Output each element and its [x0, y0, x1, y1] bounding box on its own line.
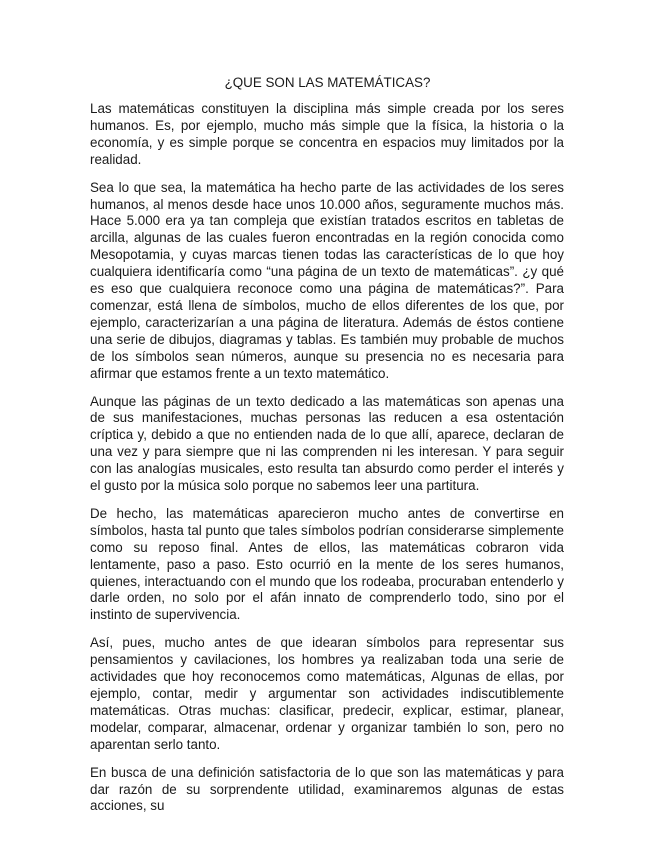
- paragraph-2: Sea lo que sea, la matemática ha hecho parte de las actividades de los seres humanos, al menos desde hace unos 10.000 años, seguramente muchos más. Hace 5.000 era ya tan compleja que existían tratados escritos en tabletas de arcilla, algunas de las cuales fueron encontradas en la región conocida como Mesopotamia, y cuyas marcas tienen todas las características de lo que hoy cualquiera identificaría como “una página de un texto de matemáticas”. ¿y qué es eso que cualquiera reconoce como una página de matemáticas?”. Para comenzar, está llena de símbolos, mucho de ellos diferentes de los que, por ejemplo, caracterizarían a una página de literatura. Además de éstos contiene una serie de dibujos, diagramas y tablas. Es también muy probable de muchos de los símbolos sean números, aunque su presencia no es necesaria para afirmar que estamos frente a un texto matemático.: [90, 179, 564, 381]
- paragraph-6: En busca de una definición satisfactoria de lo que son las matemáticas y para dar razón de su sorprendente utilidad, examinaremos algunas de estas acciones, su: [90, 764, 564, 814]
- body-text: [90, 101, 564, 826]
- paragraph-1: Las matemáticas constituyen la disciplina más simple creada por los seres humanos. Es, por ejemplo, mucho más simple que la física, la historia o la economía, y es simple porque se concentra en espacios muy limitados por la realidad.: [90, 101, 564, 167]
- paragraph-5: Así, pues, mucho antes de que idearan símbolos para representar sus pensamientos y cavilaciones, los hombres ya realizaban toda una serie de actividades que hoy reconocemos como matemáticas, Algunas de ellas, por ejemplo, contar, medir y argumentar son actividades indiscutiblemente matemáticas. Otras muchas: clasificar, predecir, explicar, estimar, planear, modelar, comparar, almacenar, ordenar y organizar también lo son, pero no aparentan serlo tanto.: [90, 635, 564, 752]
- page-title: ¿QUE SON LAS MATEMÁTICAS?: [224, 75, 431, 90]
- paragraph-4: De hecho, las matemáticas aparecieron mucho antes de convertirse en símbolos, hasta tal punto que tales símbolos podrían considerarse simplemente como su reposo final. Antes de ellos, las matemáticas cobraron vida lentamente, paso a paso. Esto ocurrió en la mente de los seres humanos, quienes, interactuando con el mundo que los rodeaba, procuraban entenderlo y darle orden, no solo por el afán innato de comprenderlo todo, sino por el instinto de supervivencia.: [90, 505, 564, 623]
- paragraph-3: Aunque las páginas de un texto dedicado a las matemáticas son apenas una de sus manifestaciones, muchas personas las reducen a esa ostentación críptica y, debido a que no entienden nada de lo que allí, aparece, declaran de una vez y para siempre que ni las comprenden ni les interesan. Y para seguir con las analogías musicales, esto resulta tan absurdo como perder el interés y el gusto por la música solo porque no sabemos leer una partitura.: [90, 393, 564, 494]
